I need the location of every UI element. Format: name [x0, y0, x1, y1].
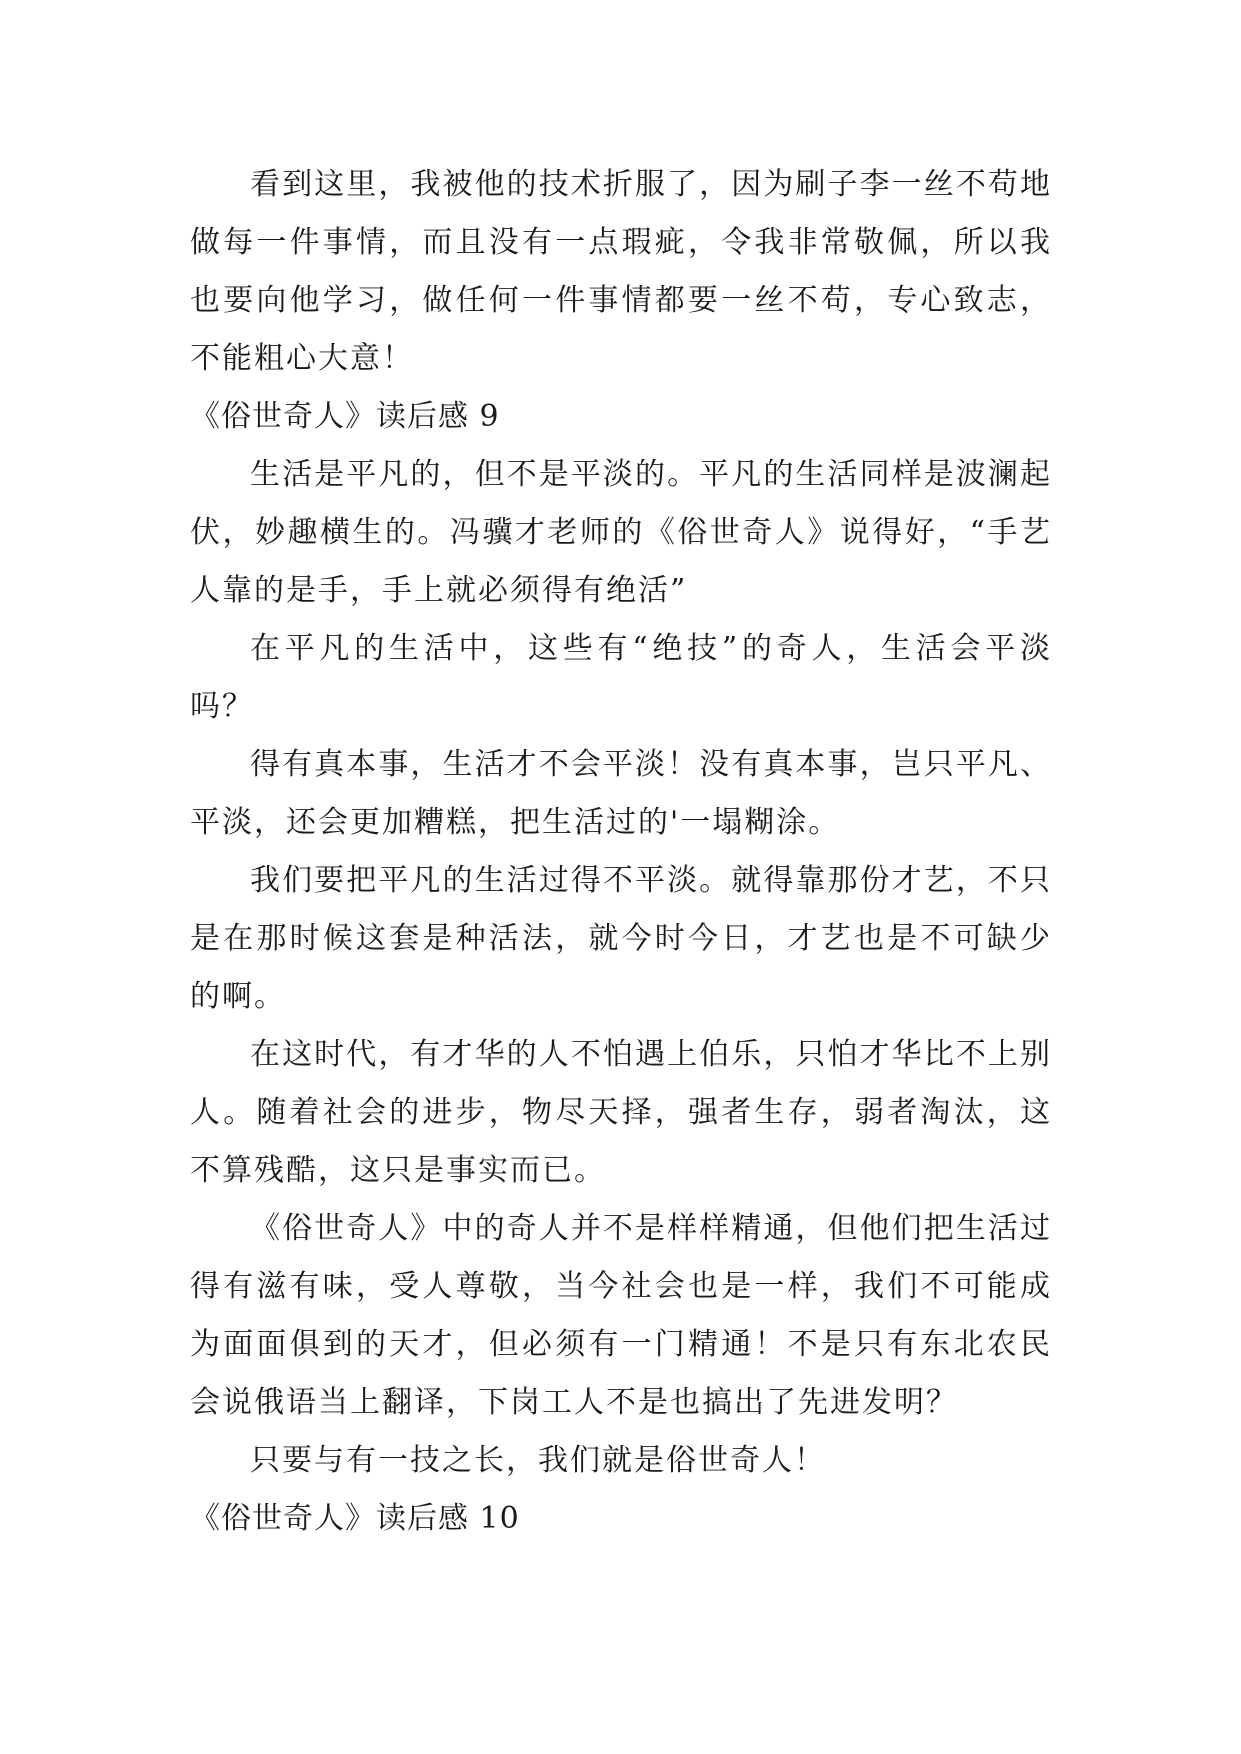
- section-heading: 《俗世奇人》读后感 9: [190, 399, 500, 434]
- paragraph: 在这时代，有才华的人不怕遇上伯乐，只怕才华比不上别人。随着社会的进步，物尽天择，强者生存，弱者淘汰，这不算残酷，这只是事实而已。: [190, 1037, 1052, 1188]
- paragraph: 生活是平凡的，但不是平淡的。平凡的生活同样是波澜起伏，妙趣横生的。冯骥才老师的《俗世奇人》说得好，“手艺人靠的是手，手上就必须得有绝活”: [190, 457, 1052, 608]
- paragraph: 在平凡的生活中，这些有“绝技”的奇人，生活会平淡吗？: [190, 631, 1052, 724]
- paragraph: 只要与有一技之长，我们就是俗世奇人！: [250, 1443, 826, 1478]
- document-body: [190, 156, 1052, 1548]
- paragraph: 《俗世奇人》中的奇人并不是样样精通，但他们把生活过得有滋有味，受人尊敬，当今社会也是一样，我们不可能成为面面俱到的天才，但必须有一门精通！不是只有东北农民会说俄语当上翻译，下岗工人不是也搞出了先进发明？: [190, 1211, 1052, 1420]
- paragraph: 看到这里，我被他的技术折服了，因为刷子李一丝不苟地做每一件事情，而且没有一点瑕疵，令我非常敬佩，所以我也要向他学习，做任何一件事情都要一丝不苟，专心致志，不能粗心大意！: [190, 167, 1052, 376]
- section-heading: 《俗世奇人》读后感 10: [190, 1501, 520, 1536]
- paragraph: 得有真本事，生活才不会平淡！没有真本事，岂只平凡、平淡，还会更加糟糕，把生活过的'一塌糊涂。: [190, 747, 1052, 840]
- paragraph: 我们要把平凡的生活过得不平淡。就得靠那份才艺，不只是在那时候这套是种活法，就今时今日，才艺也是不可缺少的啊。: [190, 863, 1052, 1014]
